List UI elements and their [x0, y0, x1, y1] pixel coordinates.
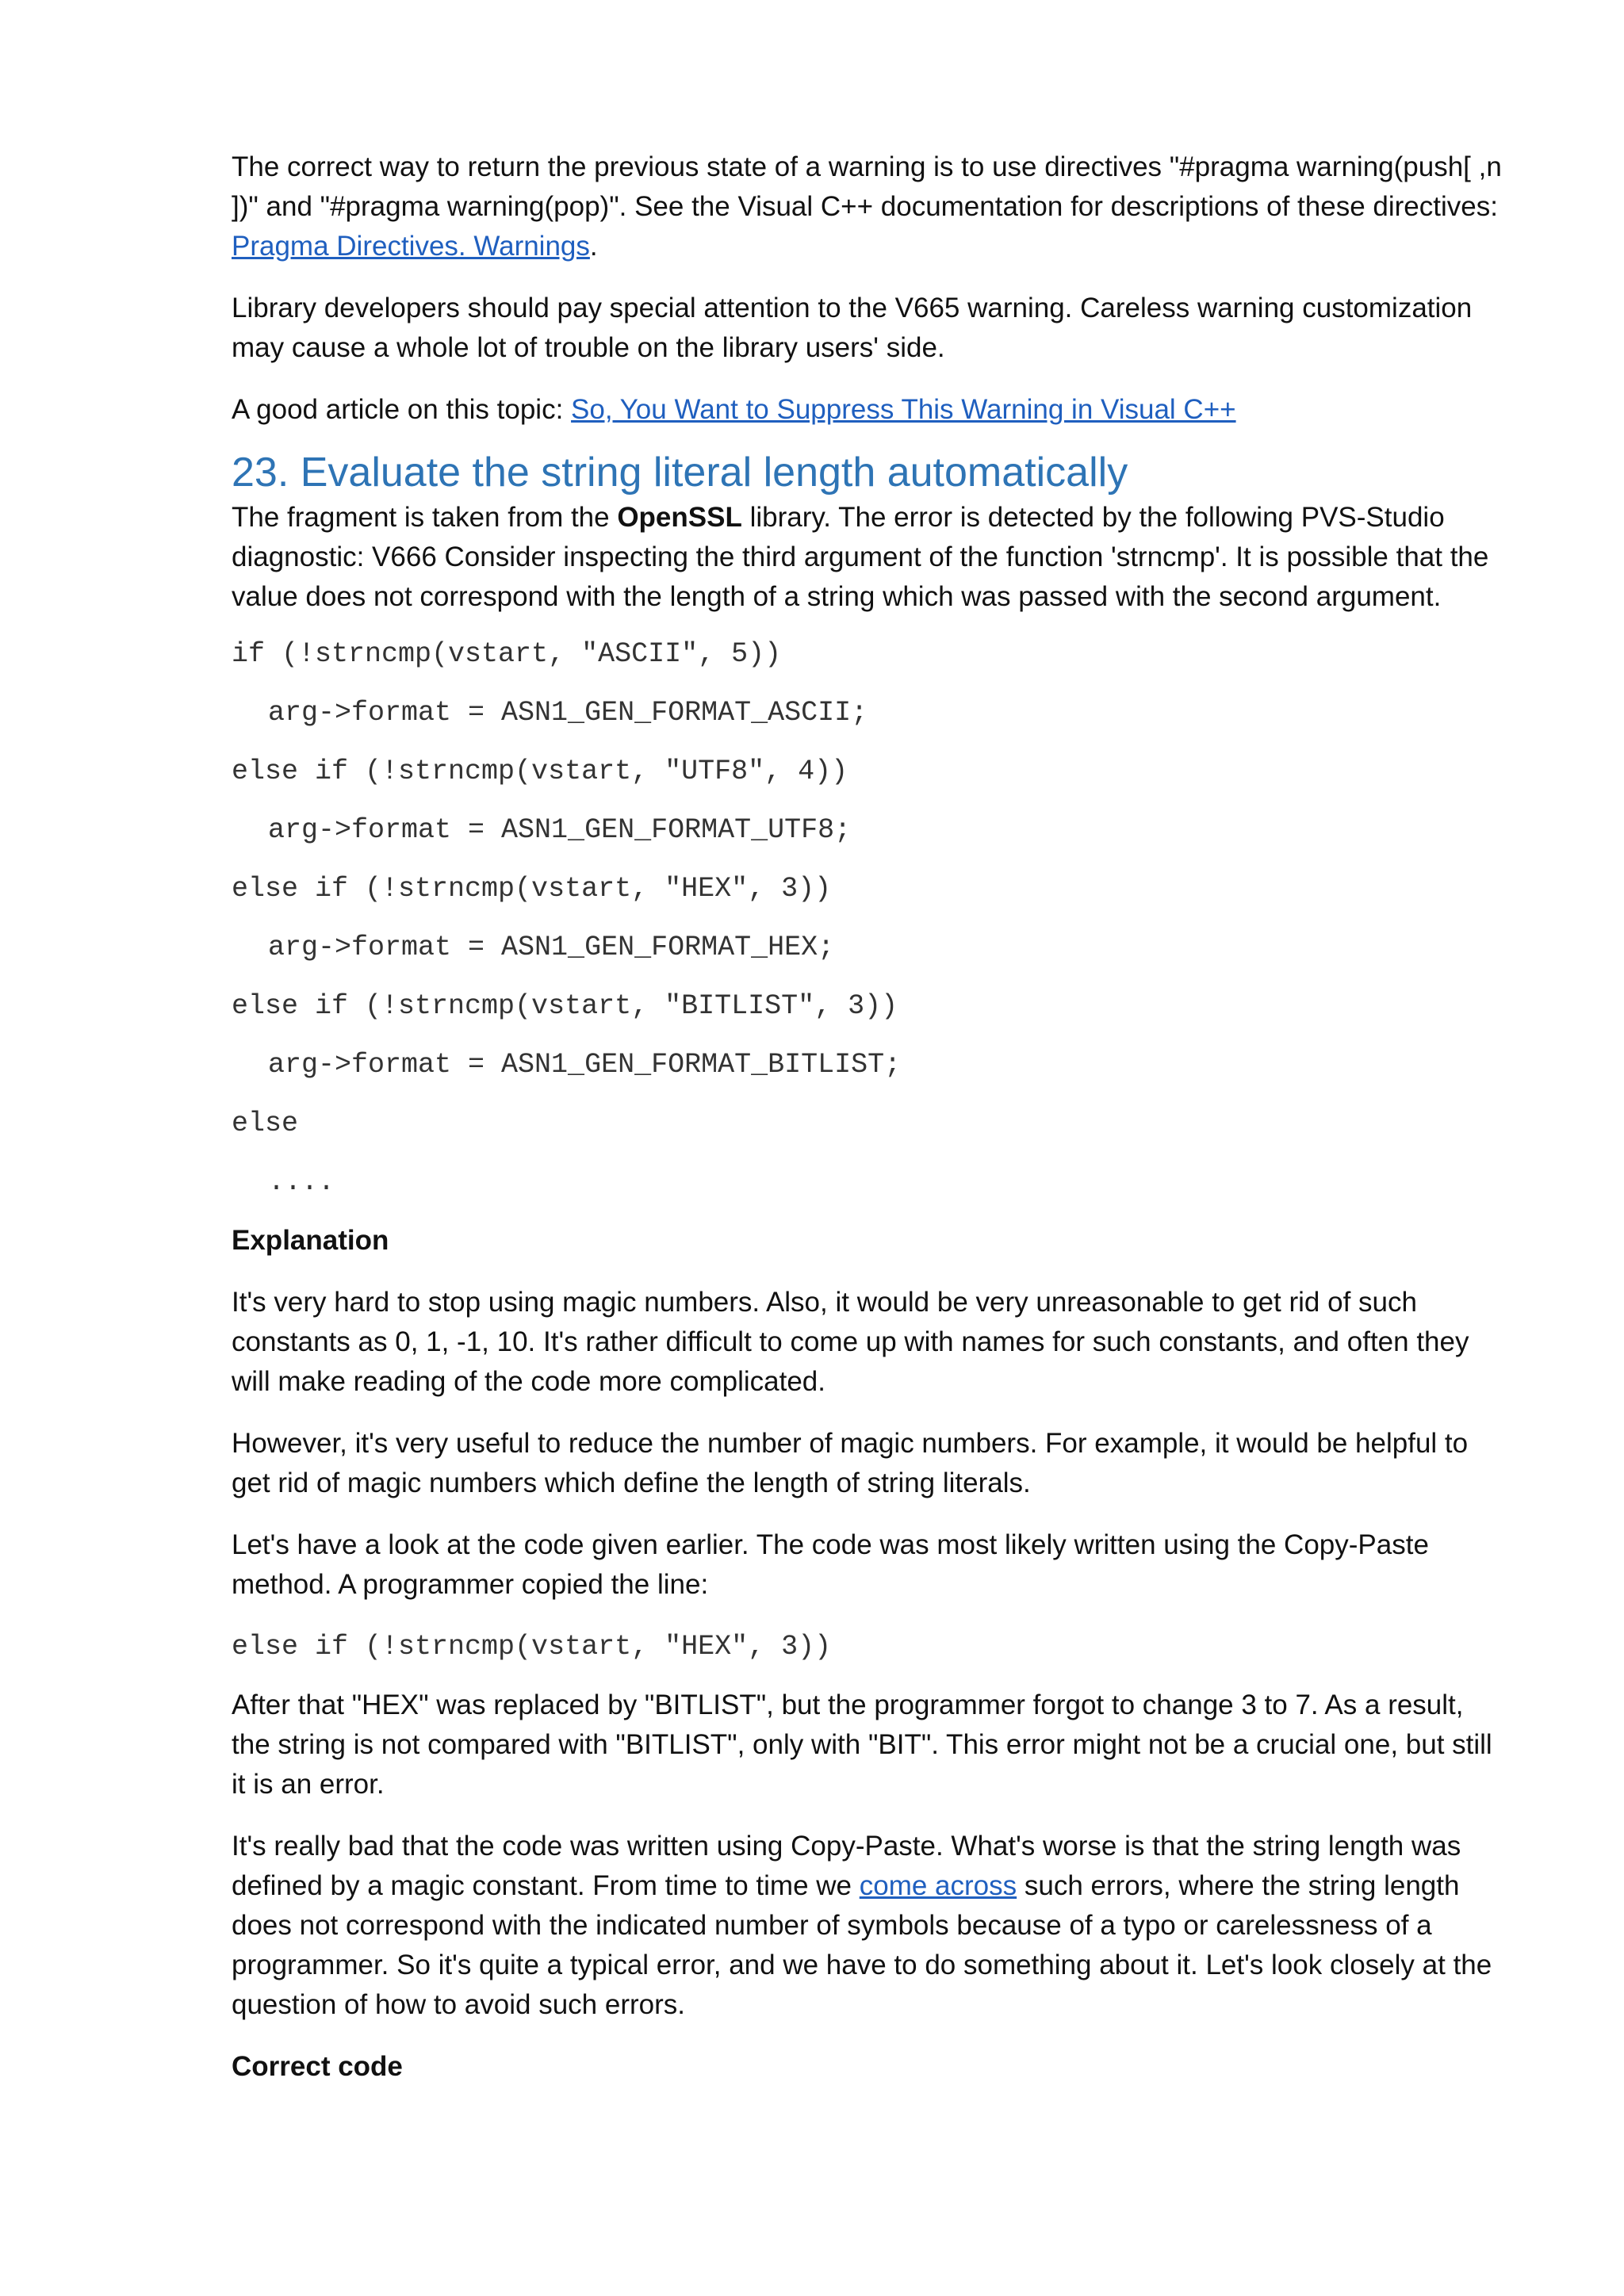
code-line: arg->format = ASN1_GEN_FORMAT_UTF8;: [268, 814, 852, 846]
paragraph-reduce-magic-numbers: However, it's very useful to reduce the number of magic numbers. For example, it would be helpful to get rid of magic numbers which define the length of string literals.: [232, 1428, 1469, 1498]
suppress-warning-article-link[interactable]: So, You Want to Suppress This Warning in Visual C++: [571, 394, 1236, 425]
paragraph-pragma: The correct way to return the previous state of a warning is to use directives "#pragma warning(push[ ,n ])" and "#pragma warning(pop)". See the Visual C++ documentation for descriptions of these directives: Pragma Directives. Warnings.: [232, 151, 1502, 262]
code-line: else if (!strncmp(vstart, "HEX", 3)): [232, 873, 832, 905]
code-line: else if (!strncmp(vstart, "UTF8", 4)): [232, 756, 848, 787]
code-line: ....: [268, 1166, 335, 1198]
code-line: arg->format = ASN1_GEN_FORMAT_HEX;: [268, 932, 835, 963]
document-page: [232, 147, 1508, 2109]
pragma-directives-link[interactable]: Pragma Directives. Warnings: [232, 231, 590, 262]
come-across-link[interactable]: come across: [859, 1870, 1017, 1901]
code-line: arg->format = ASN1_GEN_FORMAT_ASCII;: [268, 697, 868, 729]
code-block-openssl: [232, 634, 1508, 1202]
paragraph-magic-numbers: It's very hard to stop using magic numbers. Also, it would be very unreasonable to get rid of such constants as 0, 1, -1, 10. It's rather difficult to come up with names for such constants, and often they will make reading of the code more complicated.: [232, 1287, 1469, 1397]
openssl-bold: OpenSSL: [617, 502, 742, 533]
paragraph-copy-paste: Let's have a look at the code given earlier. The code was most likely written using the Copy-Paste method. A programmer copied the line:: [232, 1529, 1429, 1600]
correct-code-heading: Correct code: [232, 2051, 403, 2082]
code-line: else if (!strncmp(vstart, "BITLIST", 3)): [232, 990, 898, 1022]
code-line: if (!strncmp(vstart, "ASCII", 5)): [232, 638, 782, 670]
code-line: else: [232, 1108, 299, 1139]
code-line: arg->format = ASN1_GEN_FORMAT_BITLIST;: [268, 1049, 902, 1081]
paragraph-good-article: A good article on this topic: So, You Want to Suppress This Warning in Visual C++: [232, 394, 1236, 425]
paragraph-really-bad: It's really bad that the code was written using Copy-Paste. What's worse is that the string length was defined by a magic constant. From time to time we come across such errors, where the string length does not correspond with the indicated number of symbols because of a typo or carelessness of a programmer. So it's quite a typical error, and we have to do something about it. Let's look closely at the question of how to avoid such errors.: [232, 1831, 1492, 2020]
paragraph-library-developers: Library developers should pay special attention to the V665 warning. Careless warning customization may cause a whole lot of trouble on the library users' side.: [232, 293, 1473, 363]
paragraph-hex-bitlist: After that "HEX" was replaced by "BITLIST", but the programmer forgot to change 3 to 7. As a result, the string is not compared with "BITLIST", only with "BIT". This error might not be a crucial one, but still it is an error.: [232, 1689, 1492, 1800]
section-title: 23. Evaluate the string literal length automatically: [232, 450, 1128, 496]
code-line-hex: else if (!strncmp(vstart, "HEX", 3)): [232, 1631, 832, 1663]
paragraph-openssl-fragment: The fragment is taken from the OpenSSL library. The error is detected by the following PVS-Studio diagnostic: V666 Consider inspecting the third argument of the function 'strncmp'. It is possible that the value does not correspond with the length of a string which was passed with the second argument.: [232, 502, 1489, 612]
explanation-heading: Explanation: [232, 1225, 389, 1256]
